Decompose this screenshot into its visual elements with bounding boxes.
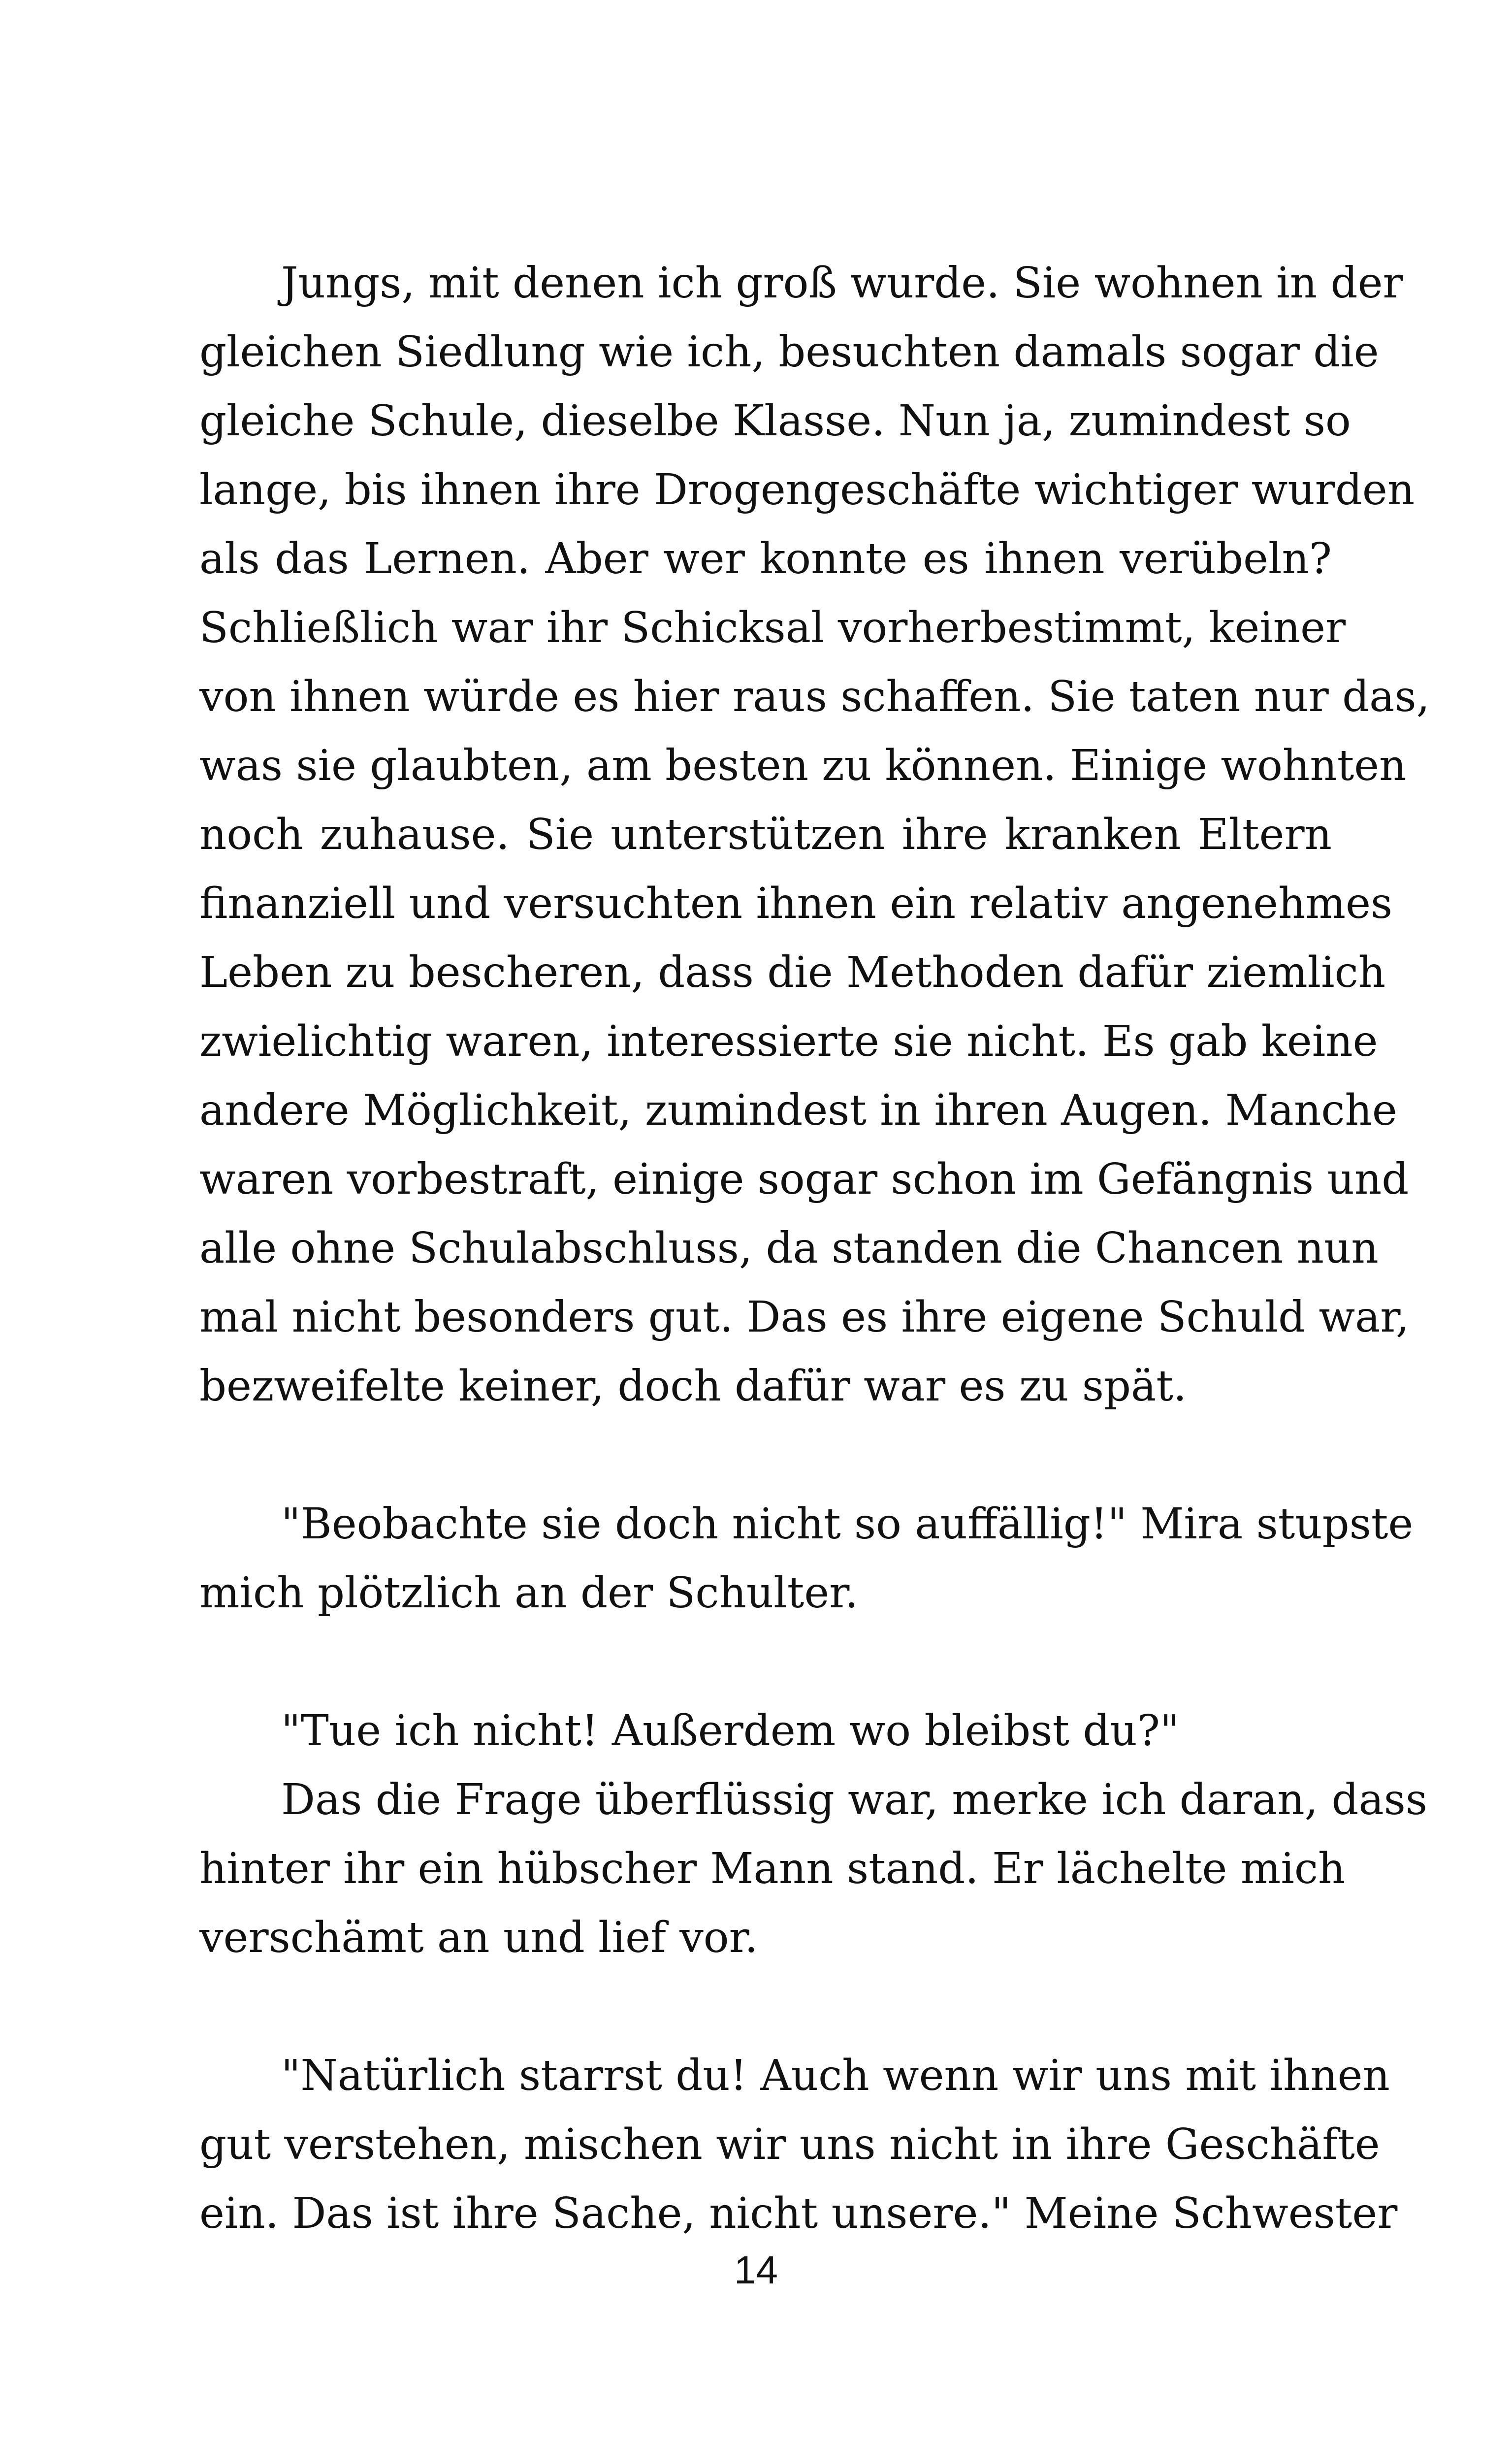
text-line: von ihnen würde es hier raus schaffen. Sie taten nur das, [199,672,1430,721]
text-line: alle ohne Schulabschluss, da standen die Chancen nun [199,1224,1379,1273]
body-text [199,249,1430,2248]
text-line: mal nicht besonders gut. Das es ihre eigene Schuld war, [199,1293,1410,1342]
text-line: Jungs, mit denen ich groß wurde. Sie wohnen in der [281,259,1403,308]
text-line: ein. Das ist ihre Sache, nicht unsere." Meine Schwester [199,2189,1398,2238]
text-line: zwielichtig waren, interessierte sie nicht. Es gab keine [199,1017,1378,1066]
text-line: lange, bis ihnen ihre Drogengeschäfte wichtiger wurden [199,465,1415,515]
page-number: 14 [734,2248,778,2292]
paragraph-gap [199,1421,1332,1490]
text-line: "Tue ich nicht! Außerdem wo bleibst du?" [281,1706,1180,1756]
text-line: als das Lernen. Aber wer konnte es ihnen verübeln? [199,534,1332,584]
text-line: hinter ihr ein hübscher Mann stand. Er lächelte mich [199,1844,1346,1893]
text-line: Schließlich war ihr Schicksal vorherbestimmt, keiner [199,603,1346,652]
text-line: gleiche Schule, dieselbe Klasse. Nun ja, zumindest so [199,396,1351,446]
text-line: gut verstehen, mischen wir uns nicht in ihre Geschäfte [199,2120,1380,2169]
text-line: Das die Frage überflüssig war, merke ich daran, dass [281,1775,1428,1824]
text-line: noch zuhause. Sie unterstützen ihre kranken Eltern [199,810,1332,859]
text-line: Leben zu bescheren, dass die Methoden dafür ziemlich [199,948,1386,997]
text-line: waren vorbestraft, einige sogar schon im Gefängnis und [199,1155,1409,1204]
text-line: mich plötzlich an der Schulter. [199,1568,859,1618]
text-line: verschämt an und lief vor. [199,1913,758,1962]
text-line: "Beobachte sie doch nicht so auffällig!" Mira stupste [281,1499,1414,1549]
text-line: andere Möglichkeit, zumindest in ihren Augen. Manche [199,1086,1397,1135]
paragraph-gap [199,1628,1332,1696]
text-line: finanziell und versuchten ihnen ein relativ angenehmes [199,879,1393,928]
paragraph-gap [199,1972,1332,2041]
text-line: was sie glaubten, am besten zu können. Einige wohnten [199,741,1407,790]
text-line: "Natürlich starrst du! Auch wenn wir uns mit ihnen [281,2051,1390,2100]
text-line: gleichen Siedlung wie ich, besuchten damals sogar die [199,327,1379,377]
text-line: bezweifelte keiner, doch dafür war es zu spät. [199,1362,1187,1411]
